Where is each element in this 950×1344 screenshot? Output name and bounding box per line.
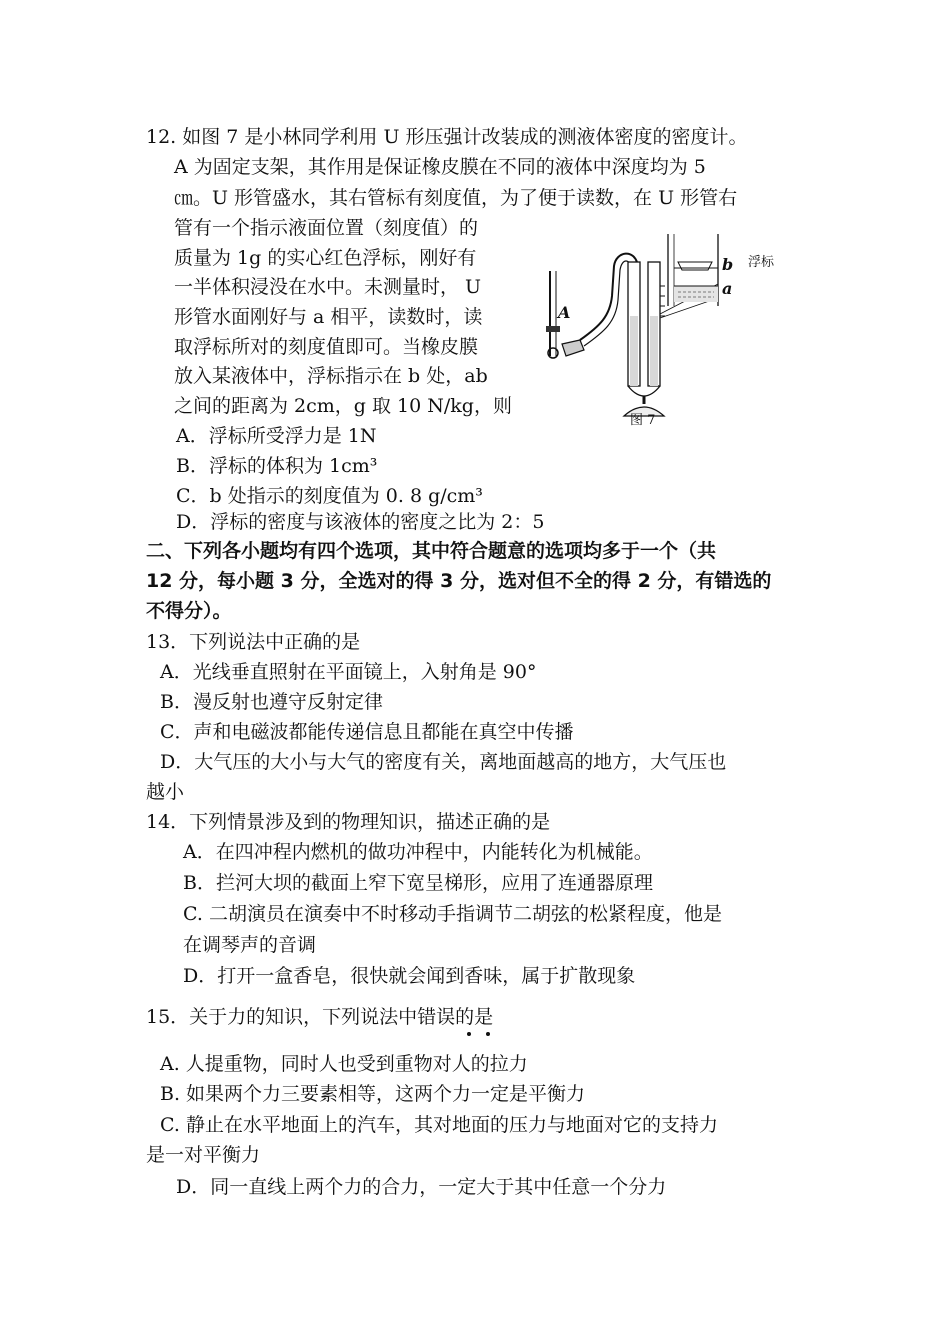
- q15-option-a: A. 人提重物，同时人也受到重物对人的拉力: [160, 1053, 528, 1075]
- q12-line-6: 一半体积浸没在水中。未测量时， U: [174, 276, 482, 298]
- label-A: A: [558, 303, 571, 322]
- q12-option-c: C．b 处指示的刻度值为 0. 8 g/cm³: [176, 485, 483, 507]
- q13-option-d-cont: 越小: [146, 781, 185, 803]
- q13-option-d: D．大气压的大小与大气的密度有关，离地面越高的地方，大气压也: [160, 751, 727, 773]
- emphasis-dot: [467, 1032, 471, 1036]
- emphasis-dot: [486, 1032, 490, 1036]
- q12-option-a: A．浮标所受浮力是 1N: [176, 425, 377, 447]
- q13-stem: 13．下列说法中正确的是: [146, 631, 361, 653]
- q12-line-9: 放入某液体中，浮标指示在 b 处，ab: [174, 365, 488, 387]
- q15-stem: 15．关于力的知识，下列说法中错误的是: [146, 1006, 494, 1028]
- q13-option-c: C．声和电磁波都能传递信息且都能在真空中传播: [160, 721, 574, 743]
- label-a: a: [722, 279, 733, 298]
- q12-option-d: D．浮标的密度与该液体的密度之比为 2：5: [176, 511, 545, 533]
- section-2-header-line-1: 二、下列各小题均有四个选项，其中符合题意的选项均多于一个（共: [146, 540, 717, 562]
- q12-line-5: 质量为 1g 的实心红色浮标，刚好有: [174, 247, 477, 269]
- q15-option-d: D．同一直线上两个力的合力，一定大于其中任意一个分力: [176, 1176, 667, 1198]
- q13-option-a: A．光线垂直照射在平面镜上，入射角是 90°: [160, 661, 537, 683]
- q14-stem: 14．下列情景涉及到的物理知识，描述正确的是: [146, 811, 551, 833]
- q14-option-c-cont: 在调琴声的音调: [183, 934, 317, 956]
- figure-caption: 图 7: [630, 413, 656, 428]
- q15-option-c-cont: 是一对平衡力: [146, 1144, 261, 1166]
- section-2-header-line-2: 12 分，每小题 3 分，全选对的得 3 分，选对但不全的得 2 分，有错选的: [146, 570, 772, 592]
- q15-option-c: C. 静止在水平地面上的汽车，其对地面的压力与地面对它的支持力: [160, 1114, 718, 1136]
- q12-line-2: A 为固定支架，其作用是保证橡皮膜在不同的液体中深度均为 5: [174, 156, 706, 178]
- q14-option-c: C. 二胡演员在演奏中不时移动手指调节二胡弦的松紧程度，他是: [183, 903, 722, 925]
- q14-option-a: A．在四冲程内燃机的做功冲程中，内能转化为机械能。: [183, 841, 653, 863]
- section-2-header-line-3: 不得分）。: [146, 600, 232, 622]
- q14-option-d: D．打开一盒香皂，很快就会闻到香味，属于扩散现象: [183, 965, 636, 987]
- q12-line-8: 取浮标所对的刻度值即可。当橡皮膜: [174, 336, 479, 358]
- q12-line-1: 12. 如图 7 是小林同学利用 U 形压强计改装成的测液体密度的密度计。: [146, 126, 748, 148]
- q15-option-b: B. 如果两个力三要素相等，这两个力一定是平衡力: [160, 1083, 586, 1105]
- rubber-membrane: [562, 340, 584, 356]
- q12-option-b: B．浮标的体积为 1cm³: [176, 455, 378, 477]
- clamp: [546, 326, 560, 332]
- q12-line-7: 形管水面刚好与 a 相平，读数时，读: [174, 306, 483, 328]
- label-float: 浮标: [748, 255, 775, 270]
- label-b: b: [722, 255, 734, 274]
- q13-option-b: B．漫反射也遵守反射定律: [160, 691, 383, 713]
- q12-line-4: 管有一个指示液面位置（刻度值）的: [174, 217, 479, 239]
- q12-line-10: 之间的距离为 2cm，g 取 10 N/kg，则: [174, 395, 512, 417]
- q12-line-3: ㎝。U 形管盛水，其右管标有刻度值，为了便于读数，在 U 形管右: [174, 187, 738, 209]
- figure-7-u-tube-diagram: [540, 226, 800, 436]
- q14-option-b: B．拦河大坝的截面上窄下宽呈梯形，应用了连通器原理: [183, 872, 653, 894]
- float-marker: [678, 262, 712, 270]
